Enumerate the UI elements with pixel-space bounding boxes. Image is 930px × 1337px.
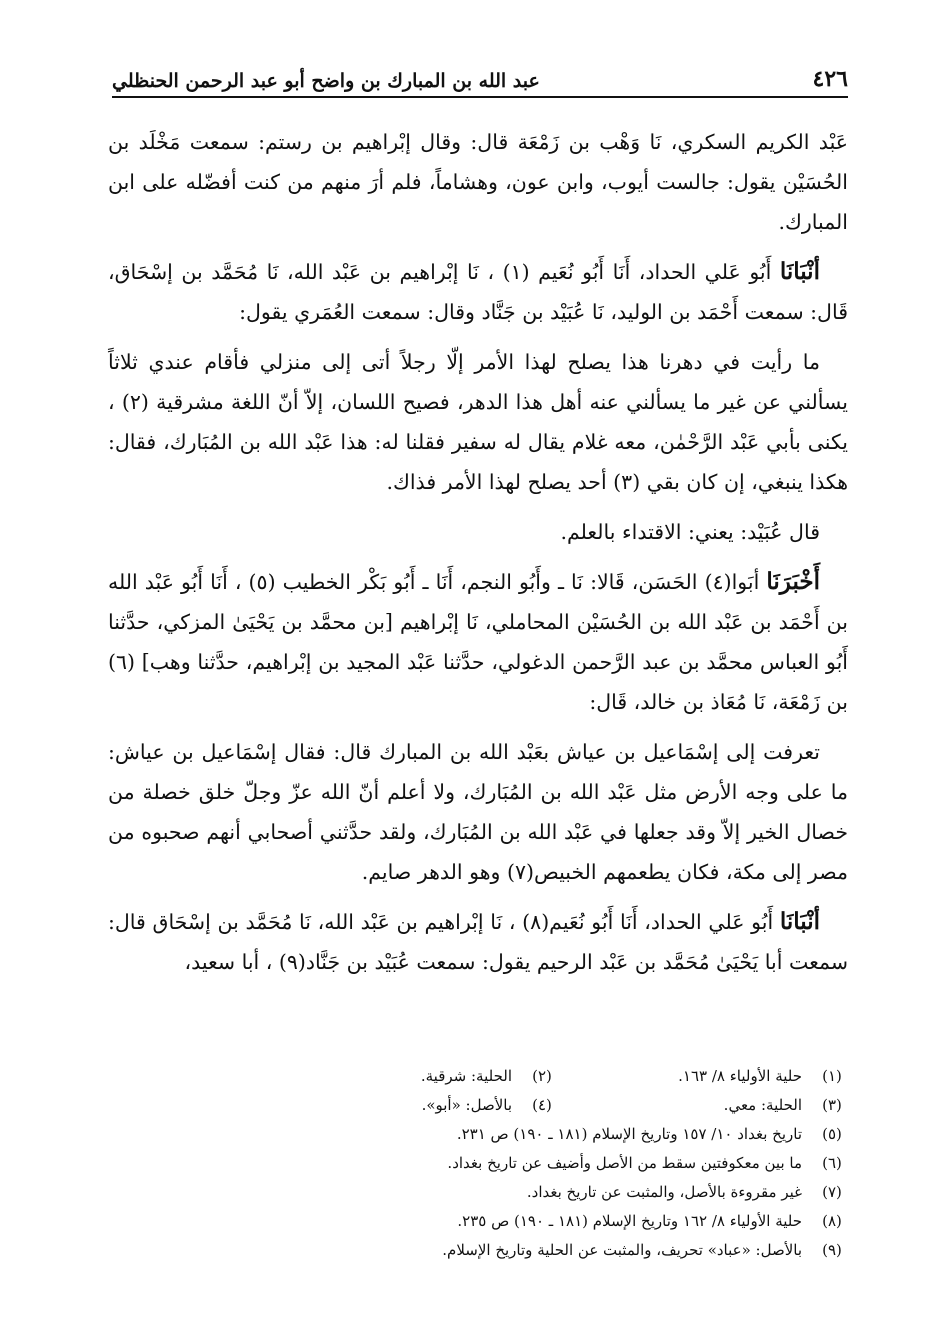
footnote-text: غير مقروءة بالأصل، والمثبت عن تاريخ بغداد. <box>526 1183 802 1201</box>
paragraph-text: أَبُو عَلي الحداد، أَنَا أَبُو نُعَيم(٨) ، نَا إبْراهيم بن عَبْد الله، نَا مُحَمَّد بن إسْحَاق قال: سمعت أبا يَحْيَىٰ مُحَمَّد بن عَبْد الرحيم يقول: سمعت عُبَيْد بن جَنَّاد(٩) ، أبا سعيد، <box>108 910 848 974</box>
paragraph <box>108 902 848 982</box>
footnote-row <box>250 1062 848 1091</box>
paragraph <box>108 342 848 502</box>
footnote <box>588 1062 848 1091</box>
main-text <box>108 122 848 992</box>
footnote-text: تاريخ بغداد ١٠/ ١٥٧ وتاريخ الإسلام (١٨١ ـ ١٩٠) ص ٢٣١. <box>456 1125 802 1143</box>
footnote-text: حلية الأولياء ٨/ ١٦٣. <box>678 1067 802 1085</box>
footnote <box>447 1149 848 1178</box>
footnote <box>298 1062 558 1091</box>
footnote-row <box>250 1091 848 1120</box>
paragraph-text: عَبْد الكريم السكري، نَا وَهْب بن زَمْعَة قال: وقال إبْراهيم بن رستم: سمعت مَخْلَد بن الحُسَيْن يقول: جالست أيوب، وابن عون، وهشاماً، فلم أرَ منهم من كنت أفضّله على ابن المبارك. <box>108 130 848 234</box>
paragraph-text: أبَوا(٤) الحَسَن، قَالا: نَا ـ وأَبُو النجم، أَنَا ـ أَبُو بَكْر الخطيب (٥) ، أَنَا أَبُو عَبْد الله بن أَحْمَد بن عَبْد الله بن الحُسَيْن المحاملي، نَا إبْراهيم [بن محمَّد بن يَحْيَىٰ المزكي، حدَّثنا أَبُو العباس محمَّد بن عبد الرَّحمن الدغولي، حدَّثنا عَبْد المجيد بن إبْراهيم، حدَّثنا وهب] (٦) بن زَمْعَة، نَا مُعَاذ بن خالد، قَال: <box>108 570 848 714</box>
lead-word: أنْبَانَا <box>779 908 820 935</box>
paragraph-text: أَبُو عَلي الحداد، أَنَا أَبُو نُعَيم (١) ، نَا إبْراهيم بن عَبْد الله، نَا مُحَمَّد بن إسْحَاق، قَال: سمعت أَحْمَد بن الوليد، نَا عُبَيْد بن جَنَّاد وقال: سمعت العُمَري يقول: <box>108 260 848 324</box>
paragraph-text: ما رأيت في دهرنا هذا يصلح لهذا الأمر إلّا رجلاً أتى إلى منزلي فأقام عندي ثلاثاً يسألني عن غير ما يسألني عنه أهل هذا الدهر، فصيح اللسان، إلاّ أنّ اللغة مشرقية (٢) ، يكنى بأبي عَبْد الرَّحْمٰن، معه غلام يقال له سفير فقلنا له: هذا عَبْد الله بن المُبَارك، فقال: هكذا ينبغي، إن كان بقي (٣) أحد يصلح لهذا الأمر فذاك. <box>108 350 849 494</box>
footnote-text: حلية الأولياء ٨/ ١٦٢ وتاريخ الإسلام (١٨١ ـ ١٩٠) ص ٢٣٥. <box>457 1212 802 1230</box>
footnote-row <box>250 1149 848 1178</box>
footnote-number: (٤) <box>532 1096 552 1114</box>
footnote-row <box>250 1178 848 1207</box>
footnote-row <box>250 1120 848 1149</box>
footnote <box>527 1178 848 1207</box>
footnote-row <box>250 1236 848 1265</box>
paragraph <box>108 512 848 552</box>
footnote <box>298 1091 558 1120</box>
footnotes <box>250 1062 848 1265</box>
footnote-number: (١) <box>822 1067 842 1085</box>
footnote-row <box>250 1207 848 1236</box>
footnote <box>442 1236 848 1265</box>
footnote-text: بالأصل: «أبو». <box>421 1096 512 1114</box>
footnote-text: الحلية: معي. <box>723 1096 802 1114</box>
footnote <box>588 1091 848 1120</box>
paragraph <box>108 562 848 722</box>
footnote-number: (٧) <box>822 1183 842 1201</box>
footnote-number: (٨) <box>822 1212 842 1230</box>
lead-word: أَخْبَرَنَا <box>766 568 821 595</box>
footnote-number: (٢) <box>532 1067 552 1085</box>
paragraph-text: تعرفت إلى إسْمَاعيل بن عياش بعَبْد الله بن المبارك قال: فقال إسْمَاعيل بن عياش: ما على وجه الأرض مثل عَبْد الله بن المُبَارك، ولا أعلم أنّ الله عزّ وجلّ خلق خصلة من خصال الخير إلاّ وقد جعلها في عَبْد الله بن المُبَارك، ولقد حدَّثني أصحابي أنهم صحبوه من مصر إلى مكة، فكان يطعمهم الخبيص(٧) وهو الدهر صايم. <box>108 740 848 884</box>
footnote-number: (٩) <box>822 1241 842 1259</box>
paragraph-text: قال عُبَيْد: يعني: الاقتداء بالعلم. <box>560 520 820 544</box>
paragraph <box>108 252 848 332</box>
paragraph <box>108 732 848 892</box>
running-title: عبد الله بن المبارك بن واضح أبو عبد الرحمن الحنظلي <box>112 70 540 92</box>
lead-word: أنْبَانَا <box>779 258 820 285</box>
page-header <box>112 62 848 98</box>
footnote-text: بالأصل: «عباد» تحريف، والمثبت عن الحلية وتاريخ الإسلام. <box>442 1241 802 1259</box>
footnote-number: (٣) <box>822 1096 842 1114</box>
paragraph <box>108 122 848 242</box>
footnote-text: الحلية: شرقية. <box>420 1067 512 1085</box>
footnote <box>457 1207 848 1236</box>
footnote-number: (٦) <box>822 1154 842 1172</box>
page-number: ٤٢٦ <box>812 66 848 92</box>
footnote-text: ما بين معكوفتين سقط من الأصل وأضيف عن تاريخ بغداد. <box>447 1154 802 1172</box>
footnote-number: (٥) <box>822 1125 842 1143</box>
footnote <box>457 1120 848 1149</box>
